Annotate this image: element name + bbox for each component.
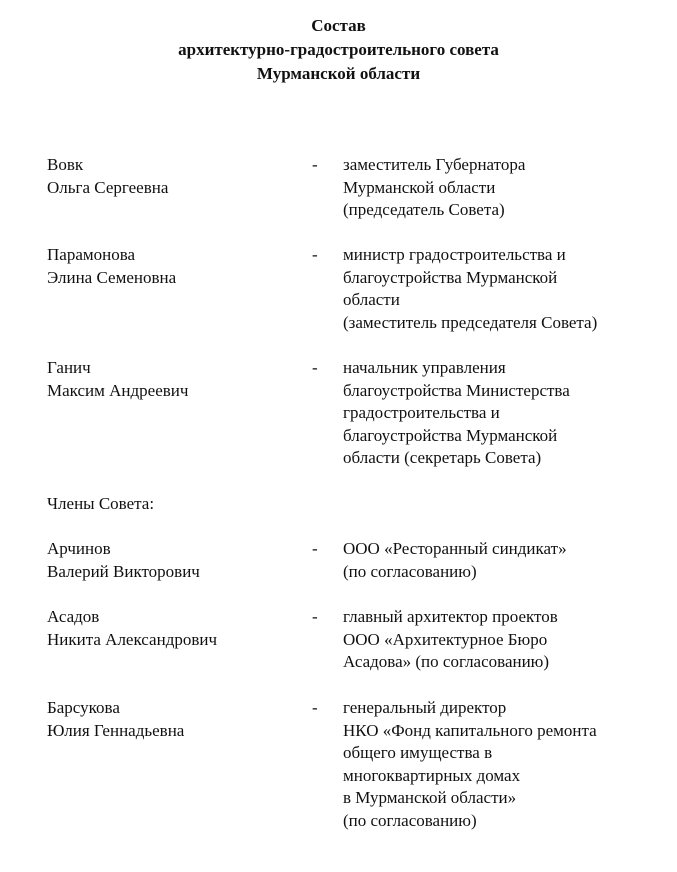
member-surname: Асадов xyxy=(47,607,100,626)
member-surname: Парамонова xyxy=(47,245,136,264)
role-line: Асадова» (по согласованию) xyxy=(343,652,550,672)
member-given-names: Максим Андреевич xyxy=(47,380,189,400)
member-role xyxy=(343,154,663,222)
role-line: заместитель Губернатора xyxy=(343,155,526,174)
role-line: области (секретарь Совета) xyxy=(343,448,542,468)
member-name xyxy=(47,606,297,651)
role-line: главный архитектор проектов xyxy=(343,607,558,626)
role-line: благоустройства Министерства xyxy=(343,380,570,400)
member-role xyxy=(343,697,663,833)
separator-dash: - xyxy=(312,698,318,717)
document-title xyxy=(0,14,677,86)
member-name xyxy=(47,538,297,583)
separator-dash: - xyxy=(312,607,318,626)
role-line: начальник управления xyxy=(343,358,506,377)
role-line: Мурманской области xyxy=(343,177,496,197)
role-line: министр градостроительства и xyxy=(343,245,566,264)
member-surname: Ганич xyxy=(47,358,91,377)
member-given-names: Валерий Викторович xyxy=(47,561,200,581)
member-name xyxy=(47,154,297,199)
members-section-label: Члены Совета: xyxy=(47,494,155,513)
member-role xyxy=(343,538,663,583)
member-role xyxy=(343,357,663,470)
role-line: (по согласованию) xyxy=(343,561,477,581)
role-line: благоустройства Мурманской xyxy=(343,425,558,445)
title-line: Состав xyxy=(311,16,366,35)
separator-dash: - xyxy=(312,539,318,558)
member-role xyxy=(343,244,663,334)
role-line: (заместитель председателя Совета) xyxy=(343,312,598,332)
role-line: ООО «Ресторанный синдикат» xyxy=(343,539,567,558)
member-surname: Вовк xyxy=(47,155,84,174)
role-line: ООО «Архитектурное Бюро xyxy=(343,629,548,649)
role-line: генеральный директор xyxy=(343,698,507,717)
role-line: в Мурманской области» xyxy=(343,788,517,808)
member-role xyxy=(343,606,663,674)
member-name xyxy=(47,244,297,289)
member-name xyxy=(47,697,297,742)
member-surname: Барсукова xyxy=(47,698,120,717)
role-line: области xyxy=(343,290,400,310)
member-name xyxy=(47,357,297,402)
role-line: (по согласованию) xyxy=(343,810,477,830)
role-line: общего имущества в xyxy=(343,743,493,763)
separator-dash: - xyxy=(312,155,318,174)
member-given-names: Юлия Геннадьевна xyxy=(47,720,185,740)
member-surname: Арчинов xyxy=(47,539,111,558)
separator-dash: - xyxy=(312,358,318,377)
role-line: НКО «Фонд капитального ремонта xyxy=(343,720,597,740)
role-line: многоквартирных домах xyxy=(343,765,521,785)
member-given-names: Ольга Сергеевна xyxy=(47,177,169,197)
title-line: Мурманской области xyxy=(256,64,421,83)
member-given-names: Элина Семеновна xyxy=(47,267,177,287)
separator-dash: - xyxy=(312,245,318,264)
title-line: архитектурно-градостроительного совета xyxy=(178,40,499,59)
role-line: градостроительства и xyxy=(343,403,500,423)
member-given-names: Никита Александрович xyxy=(47,629,218,649)
role-line: благоустройства Мурманской xyxy=(343,267,558,287)
role-line: (председатель Совета) xyxy=(343,200,505,220)
